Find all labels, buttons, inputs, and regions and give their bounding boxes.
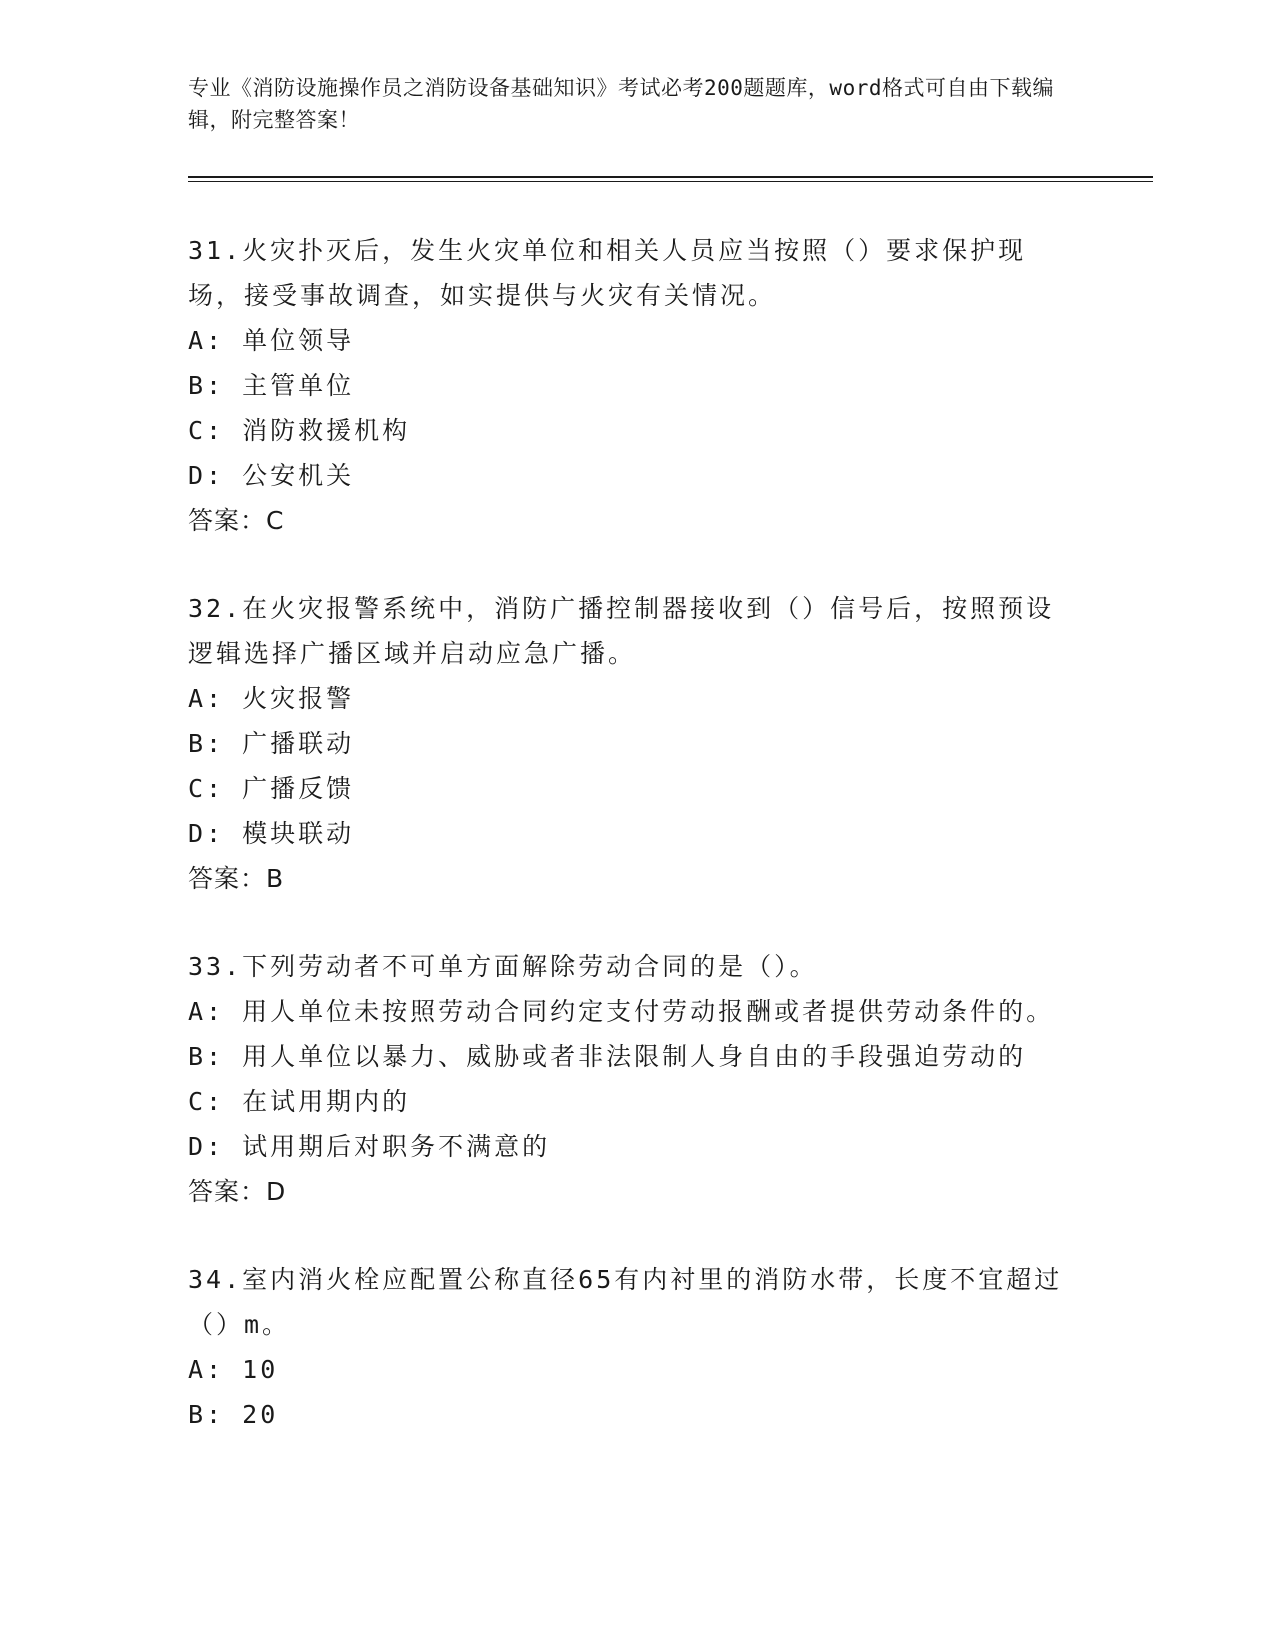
option-d: D: 试用期后对职务不满意的 — [188, 1132, 551, 1161]
answer-line: 答案：C — [188, 506, 285, 535]
option-a: A: 火灾报警 — [188, 684, 355, 713]
question-stem: 34.室内消火栓应配置公称直径65有内衬里的消防水带，长度不宜超过（）m。 — [188, 1265, 1063, 1339]
answer-line: 答案：D — [188, 1177, 287, 1206]
option-b: B: 广播联动 — [188, 729, 355, 758]
header-divider — [188, 176, 1153, 182]
option-b: B: 用人单位以暴力、威胁或者非法限制人身自由的手段强迫劳动的 — [188, 1042, 1027, 1071]
question-stem: 32.在火灾报警系统中，消防广播控制器接收到（）信号后，按照预设逻辑选择广播区域并启动应急广播。 — [188, 594, 1055, 668]
document-page — [188, 72, 1153, 1479]
option-b: B: 主管单位 — [188, 371, 355, 400]
question-list — [188, 228, 1153, 1437]
option-c: C: 广播反馈 — [188, 774, 355, 803]
option-c: C: 消防救援机构 — [188, 416, 411, 445]
document-header: 专业《消防设施操作员之消防设备基础知识》考试必考200题题库，word格式可自由下载编辑，附完整答案！ — [188, 76, 1054, 132]
question-34 — [188, 1257, 1153, 1437]
question-31 — [188, 228, 1153, 544]
option-c: C: 在试用期内的 — [188, 1087, 411, 1116]
option-a: A: 10 — [188, 1355, 279, 1384]
option-a: A: 单位领导 — [188, 326, 355, 355]
option-d: D: 模块联动 — [188, 819, 355, 848]
question-32 — [188, 586, 1153, 902]
question-stem: 31.火灾扑灭后，发生火灾单位和相关人员应当按照（）要求保护现场，接受事故调查，如实提供与火灾有关情况。 — [188, 236, 1027, 310]
option-b: B: 20 — [188, 1400, 279, 1429]
question-stem: 33.下列劳动者不可单方面解除劳动合同的是（）。 — [188, 952, 818, 981]
option-d: D: 公安机关 — [188, 461, 355, 490]
answer-line: 答案：B — [188, 864, 285, 893]
question-33 — [188, 944, 1153, 1215]
option-a: A: 用人单位未按照劳动合同约定支付劳动报酬或者提供劳动条件的。 — [188, 997, 1055, 1026]
